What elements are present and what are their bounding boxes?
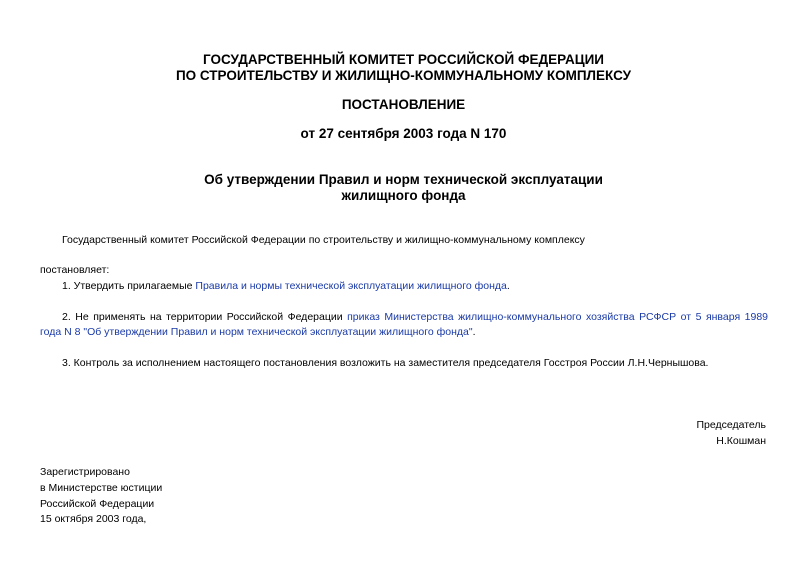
item-2-suffix: .: [472, 326, 476, 338]
document-date: от 27 сентября 2003 года N 170: [300, 126, 507, 141]
item-2-prefix: 2. Не применять на территории Российской Федерации: [62, 311, 348, 323]
preamble-text: Государственный комитет Российской Федерации по строительству и жилищно-коммунальному комплексу: [62, 234, 585, 246]
order-link[interactable]: приказ Министерства жилищно-коммунального хозяйства РСФСР от 5 января 1989 года N 8 "Об утверждении Правил и норм технической эксплуатации жилищного фонда": [40, 311, 769, 338]
registration-line2: в Министерстве юстиции: [40, 482, 163, 494]
signature-name: Н.Кошман: [716, 435, 766, 447]
document-title-line2: жилищного фонда: [341, 188, 466, 203]
resolves-text: постановляет:: [40, 264, 110, 276]
registration-line3: Российской Федерации: [40, 498, 155, 510]
registration-line1: Зарегистрировано: [40, 466, 130, 478]
registration-line4: 15 октября 2003 года,: [40, 513, 147, 525]
item-1-suffix: .: [506, 280, 510, 292]
signature-position: Председатель: [696, 419, 766, 431]
item-2: [40, 310, 768, 340]
org-name-line1: ГОСУДАРСТВЕННЫЙ КОМИТЕТ РОССИЙСКОЙ ФЕДЕРАЦИИ: [203, 52, 604, 67]
rules-link[interactable]: Правила и нормы технической эксплуатации жилищного фонда: [195, 280, 507, 292]
item-1-prefix: 1. Утвердить прилагаемые: [62, 280, 196, 292]
item-3: 3. Контроль за исполнением настоящего постановления возложить на заместителя председателя Госстроя России Л.Н.Чернышова.: [62, 357, 709, 369]
document-type: ПОСТАНОВЛЕНИЕ: [341, 97, 466, 112]
item-1: [62, 279, 510, 294]
document-title-line1: Об утверждении Правил и норм технической эксплуатации: [204, 172, 603, 187]
org-name-line2: ПО СТРОИТЕЛЬСТВУ И ЖИЛИЩНО-КОММУНАЛЬНОМУ КОМПЛЕКСУ: [175, 68, 632, 83]
